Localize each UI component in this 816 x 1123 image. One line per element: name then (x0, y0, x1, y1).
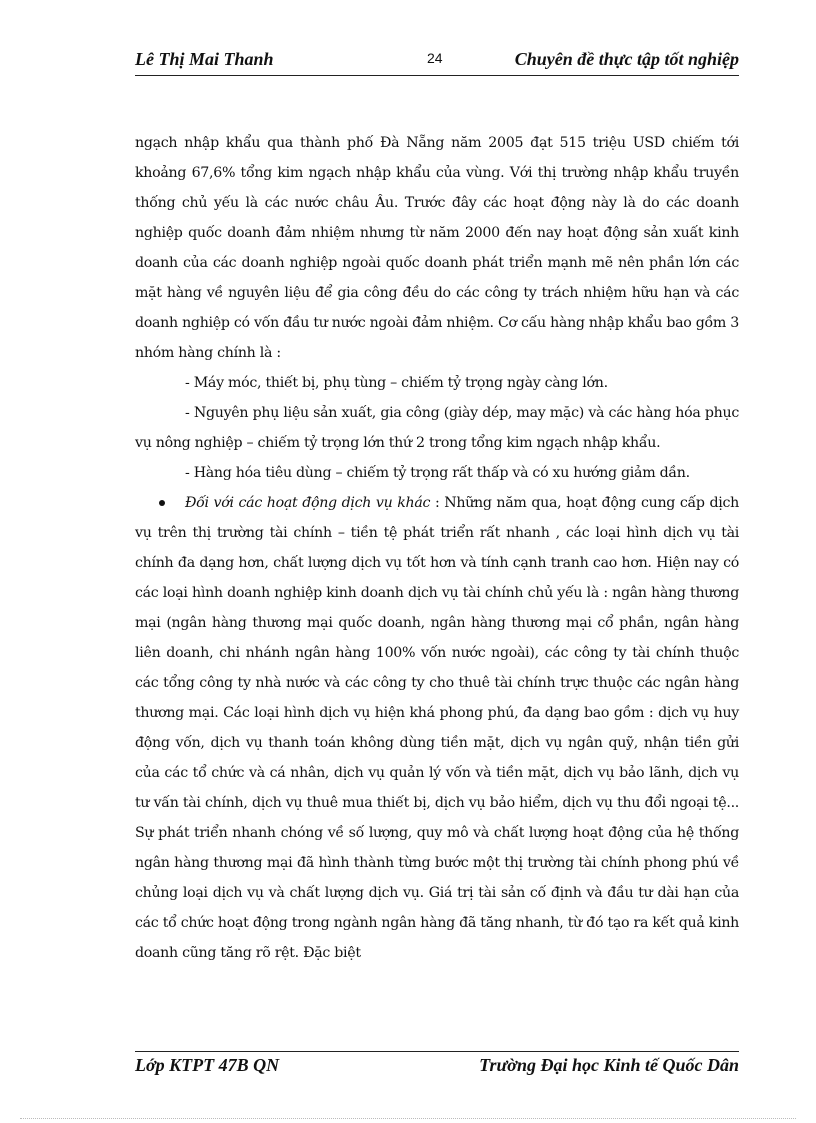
page-header (135, 47, 739, 76)
header-doc-title: Chuyên đề thực tập tốt nghiệp (514, 49, 739, 69)
list-item-consumer-goods: - Hàng hóa tiêu dùng – chiếm tỷ trọng rất thấp và có xu hướng giảm dần. (185, 465, 690, 481)
services-heading: Đối với các hoạt động dịch vụ khác (185, 495, 431, 511)
bullet-paragraph-services (135, 488, 739, 968)
page-edge-divider (20, 1118, 796, 1119)
services-text: : Những năm qua, hoạt động cung cấp dịch vụ trên thị trường tài chính – tiền tệ phát triển rất nhanh , các loại hình dịch vụ tài chính đa dạng hơn, chất lượng dịch vụ tốt hơn và tính cạnh tranh cao hơn. Hiện nay có các loại hình doanh nghiệp kinh doanh dịch vụ tài chính chủ yếu là : ngân hàng thương mại (ngân hàng thương mại quốc doanh, ngân hàng thương mại cổ phần, ngân hàng liên doanh, chi nhánh ngân hàng 100% vốn nước ngoài), các công ty tài chính thuộc các tổng công ty nhà nước và các công ty cho thuê tài chính trực thuộc các ngân hàng thương mại. Các loại hình dịch vụ hiện khá phong phú, đa dạng bao gồm : dịch vụ huy động vốn, dịch vụ thanh toán không dùng tiền mặt, dịch vụ ngân quỹ, nhận tiền gửi của các tổ chức và cá nhân, dịch vụ quản lý vốn và tiền mặt, dịch vụ bảo lãnh, dịch vụ tư vấn tài chính, dịch vụ thuê mua thiết bị, dịch vụ bảo hiểm, dịch vụ thu đổi ngoại tệ... Sự phát triển nhanh chóng về số lượng, quy mô và chất lượng hoạt động của hệ thống ngân hàng thương mại đã hình thành từng bước một thị trường tài chính phong phú về chủng loại dịch vụ và chất lượng dịch vụ. Giá trị tài sản cố định và đầu tư dài hạn của các tổ chức hoạt động trong ngành ngân hàng đã tăng nhanh, từ đó tạo ra kết quả kinh doanh cũng tăng rõ rệt. Đặc biệt (135, 495, 739, 961)
header-author: Lê Thị Mai Thanh (135, 49, 274, 69)
bullet-icon (159, 500, 165, 506)
footer-university: Trường Đại học Kinh tế Quốc Dân (479, 1055, 739, 1075)
page-number: 24 (427, 50, 443, 66)
paragraph-services (135, 488, 739, 968)
document-body (135, 128, 739, 968)
paragraph-import-summary: ngạch nhập khẩu qua thành phố Đà Nẵng năm 2005 đạt 515 triệu USD chiếm tới khoảng 67,6% tổng kim ngạch nhập khẩu của vùng. Với thị trường nhập khẩu truyền thống chủ yếu là các nước châu Âu. Trước đây các hoạt động này là do các doanh nghiệp quốc doanh đảm nhiệm nhưng từ năm 2000 đến nay hoạt động sản xuất kinh doanh của các doanh nghiệp ngoài quốc doanh phát triển mạnh mẽ nên phần lớn các mặt hàng về nguyên liệu để gia công đều do các công ty trách nhiệm hữu hạn và các doanh nghiệp có vốn đầu tư nước ngoài đảm nhiệm. Cơ cấu hàng nhập khẩu bao gồm 3 nhóm hàng chính là : (135, 135, 739, 361)
list-item-machinery: - Máy móc, thiết bị, phụ tùng – chiếm tỷ trọng ngày càng lớn. (185, 375, 608, 391)
footer-class-name: Lớp KTPT 47B QN (135, 1055, 280, 1075)
page-footer (135, 1051, 739, 1082)
list-item-raw-materials: - Nguyên phụ liệu sản xuất, gia công (giày dép, may mặc) và các hàng hóa phục vụ nông nghiệp – chiếm tỷ trọng lớn thứ 2 trong tổng kim ngạch nhập khẩu. (135, 405, 739, 451)
